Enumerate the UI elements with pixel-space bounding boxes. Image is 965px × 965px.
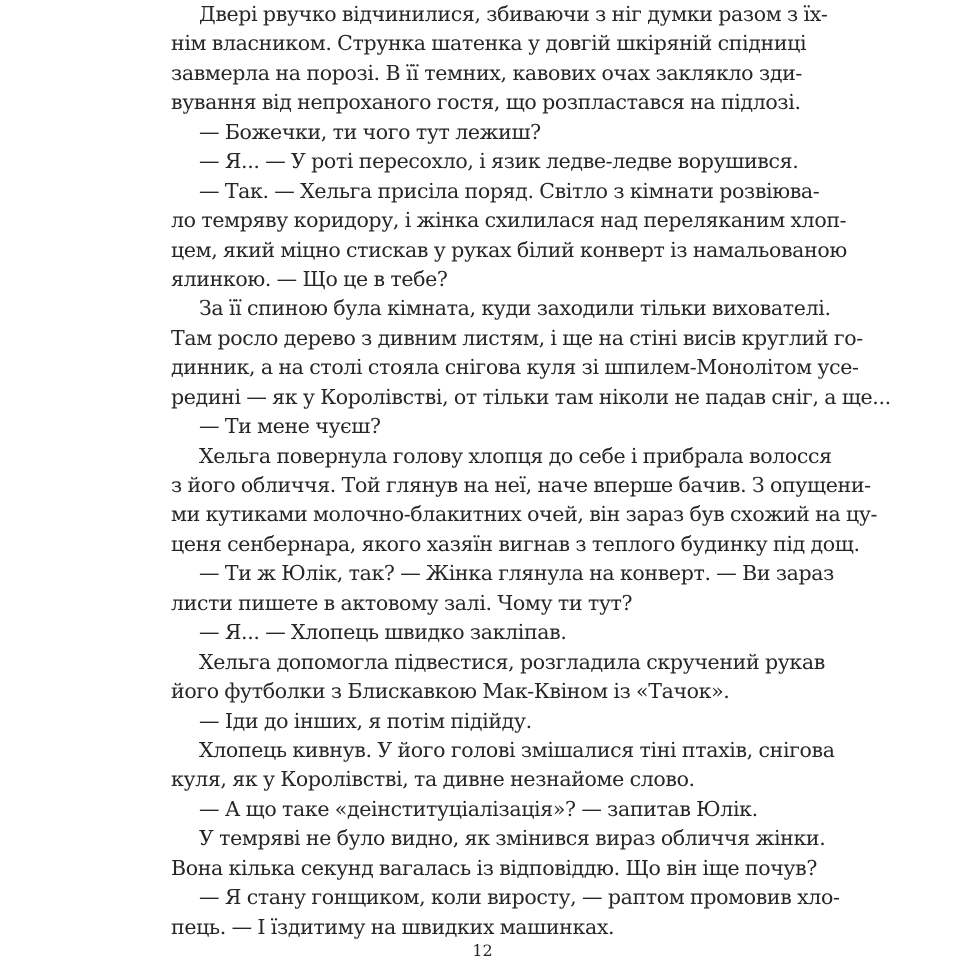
text-line: За її спиною була кімната, куди заходили тільки вихователі. — [199, 296, 831, 321]
text-line: Там росло дерево з дивним листям, і ще на стіні висів круглий го- — [171, 325, 863, 350]
text-line: вування від непроханого гостя, що розпластався на підлозі. — [171, 90, 801, 115]
text-line: завмерла на порозі. В її темних, кавових очах заклякло зди- — [171, 60, 802, 85]
page-body-text — [171, 0, 891, 942]
text-line: редині — як у Королівстві, от тільки там ніколи не падав сніг, а ще... — [171, 384, 891, 409]
text-line: з його обличчя. Той глянув на неї, наче вперше бачив. З опущени- — [171, 473, 871, 497]
text-line: ми кутиками молочно-блакитних очей, він зараз був схожий на цу- — [171, 502, 878, 527]
text-line: пець. — І їздитиму на швидких машинках. — [171, 914, 615, 939]
text-line: цем, який міцно стискав у руках білий конверт із намальованою — [171, 237, 847, 262]
text-line: Хлопець кивнув. У його голові змішалися тіні птахів, снігова — [199, 737, 835, 762]
text-line: Двері рвучко відчинилися, збиваючи з ніг думки разом з їх- — [199, 2, 828, 26]
text-line: — Ти ж Юлік, так? — Жінка глянула на конверт. — Ви зараз — [199, 561, 834, 586]
text-line: — Я... — У роті пересохло, і язик ледве-ледве ворушився. — [199, 149, 799, 174]
text-line: — Я стану гонщиком, коли виросту, — раптом промовив хло- — [199, 885, 840, 910]
text-line: його футболки з Блискавкою Мак-Квіном із «Тачок». — [171, 679, 730, 704]
text-line: Хельга допомогла підвестися, розгладила скручений рукав — [199, 649, 825, 674]
text-line: ло темряву коридору, і жінка схилилася над переляканим хлоп- — [171, 208, 847, 233]
text-line: Вона кілька секунд вагалась із відповіддю. Що він іще почув? — [171, 855, 817, 880]
text-line: ценя сенбернара, якого хазяїн вигнав з теплого будинку під дощ. — [171, 531, 860, 556]
text-line: куля, як у Королівстві, та дивне незнайоме слово. — [171, 767, 695, 792]
text-line: динник, а на столі стояла снігова куля зі шпилем-Монолітом усе- — [171, 355, 859, 380]
text-line: — Ти мене чуєш? — [199, 414, 381, 439]
text-line: — Так. — Хельга присіла поряд. Світло з кімнати розвіюва- — [199, 178, 820, 203]
text-line: листи пишете в актовому залі. Чому ти тут? — [171, 590, 633, 615]
text-line: — Божечки, ти чого тут лежиш? — [199, 119, 541, 144]
page-number: 12 — [472, 941, 493, 960]
text-line: — Я... — Хлопець швидко закліпав. — [199, 620, 567, 645]
text-line: У темряві не було видно, як змінився вираз обличчя жінки. — [199, 826, 826, 851]
text-line: — А що таке «деінституціалізація»? — запитав Юлік. — [199, 796, 758, 821]
text-line: Хельга повернула голову хлопця до себе і прибрала волосся — [199, 443, 832, 468]
text-line: ялинкою. — Що це в тебе? — [171, 266, 448, 291]
text-line: — Іди до інших, я потім підійду. — [199, 708, 532, 733]
text-line: нім власником. Струнка шатенка у довгій шкіряній спідниці — [171, 31, 807, 56]
